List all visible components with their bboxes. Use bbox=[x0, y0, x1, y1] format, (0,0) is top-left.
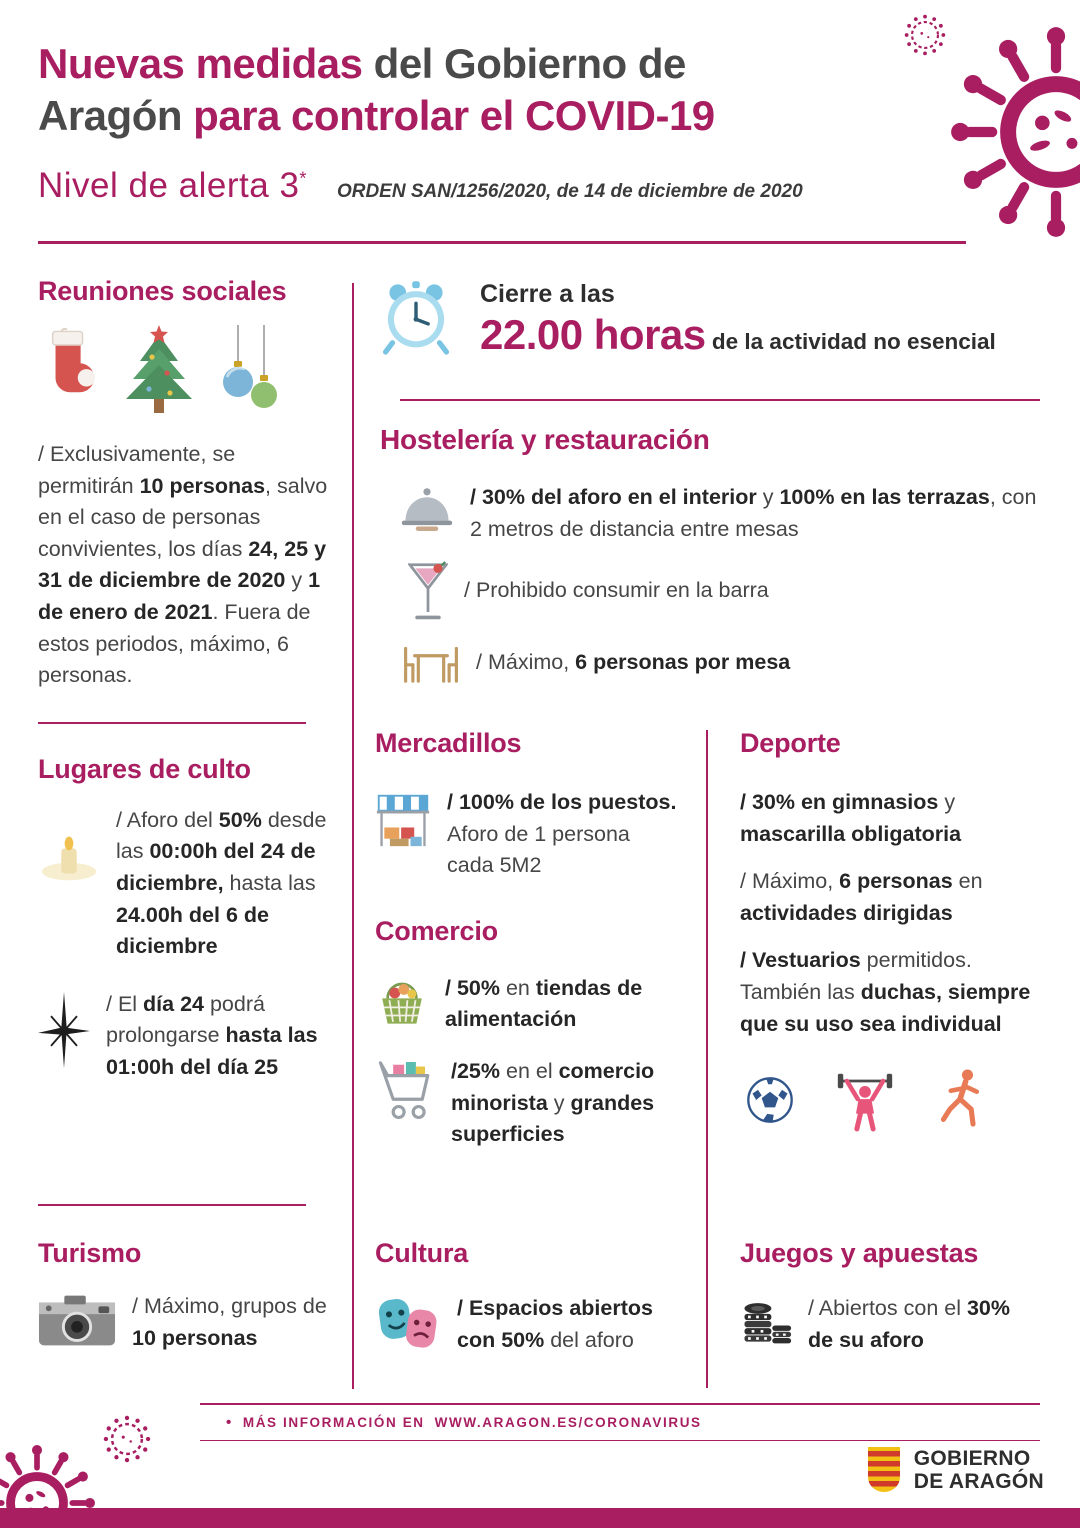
alarm-clock-icon bbox=[378, 278, 454, 356]
deporte-item: / Vestuarios permitidos. También las duchas, siempre que su uso sea individual bbox=[740, 948, 1031, 1036]
section-deporte bbox=[740, 728, 1040, 1134]
vertical-divider-left bbox=[352, 283, 354, 1389]
hosteleria-item: / Prohibido consumir en la barra bbox=[464, 578, 769, 603]
alert-level: Nivel de alerta 3* bbox=[38, 166, 307, 206]
section-title: Juegos y apuestas bbox=[740, 1238, 979, 1268]
bottom-color-bar bbox=[0, 1508, 1080, 1528]
hosteleria-item: / 30% del aforo en el interior y 100% en las terrazas, con 2 metros de distancia entre mesas bbox=[470, 485, 1037, 541]
header-divider bbox=[38, 241, 966, 244]
section-divider bbox=[38, 1204, 306, 1206]
candle-icon bbox=[38, 831, 100, 883]
title-line-2: Aragón para controlar el COVID-19 bbox=[38, 92, 715, 140]
section-juegos bbox=[740, 1238, 1040, 1376]
government-logo bbox=[866, 1445, 1044, 1495]
closing-time-banner bbox=[378, 278, 1040, 359]
section-title: Reuniones sociales bbox=[38, 276, 287, 306]
christmas-tree-icon bbox=[122, 323, 196, 417]
market-stall-icon bbox=[375, 787, 431, 853]
baubles-icon bbox=[220, 325, 282, 417]
closing-section-divider bbox=[400, 399, 1040, 401]
virus-dotted-icon bbox=[96, 1408, 158, 1470]
sports-icons-row bbox=[740, 1066, 1040, 1134]
footer-info-text: MÁS INFORMACIÓN EN bbox=[242, 1414, 425, 1430]
vertical-divider-right bbox=[706, 730, 708, 1388]
footer-info bbox=[200, 1403, 1040, 1441]
camera-icon bbox=[38, 1291, 116, 1349]
footer-url-link[interactable]: WWW.ARAGON.ES/CORONAVIRUS bbox=[434, 1414, 702, 1430]
virus-icon bbox=[942, 18, 1080, 246]
aragon-shield-icon bbox=[866, 1445, 902, 1495]
section-title: Mercadillos bbox=[375, 728, 522, 758]
footer-bullet: • bbox=[226, 1413, 233, 1431]
comercio-item: /25% en el comercio minorista y grandes superficies bbox=[451, 1058, 655, 1147]
title-line-1: Nuevas medidas del Gobierno de bbox=[38, 40, 686, 87]
theater-masks-icon bbox=[375, 1293, 441, 1357]
comercio-item: / 50% en tiendas de alimentación bbox=[445, 975, 643, 1032]
hosteleria-item: / Máximo, 6 personas por mesa bbox=[476, 650, 791, 675]
section-hosteleria bbox=[380, 424, 1040, 701]
section-title: Lugares de culto bbox=[38, 753, 251, 784]
star-sparkle-icon bbox=[38, 989, 90, 1073]
table-chairs-icon bbox=[402, 639, 460, 687]
serving-dish-icon bbox=[400, 482, 454, 534]
section-reuniones-sociales bbox=[38, 276, 336, 1104]
section-title: Deporte bbox=[740, 728, 841, 758]
header bbox=[38, 38, 918, 206]
section-title: Cultura bbox=[375, 1238, 469, 1268]
closing-time: 22.00 horas bbox=[480, 311, 706, 358]
culto-item: / El día 24 podrá prolongarse hasta las 01:00h del día 25 bbox=[106, 991, 318, 1079]
cultura-item: / Espacios abiertos con 50% del aforo bbox=[457, 1296, 653, 1352]
deporte-item: / 30% en gimnasios y mascarilla obligatoria bbox=[740, 790, 962, 846]
weightlifting-icon bbox=[836, 1066, 894, 1134]
section-cultura bbox=[375, 1238, 680, 1377]
order-reference: ORDEN SAN/1256/2020, de 14 de diciembre de 2020 bbox=[336, 181, 803, 203]
mercadillos-item: / 100% de los puestos. Aforo de 1 persona cada 5M2 bbox=[447, 790, 677, 878]
section-turismo bbox=[38, 1238, 338, 1374]
culto-item: / Aforo del 50% desde las 00:00h del 24 de diciembre, hasta las 24.00h del 6 de diciembre bbox=[116, 807, 327, 959]
closing-intro: Cierre a las bbox=[480, 280, 615, 308]
soccer-ball-icon bbox=[746, 1076, 794, 1124]
cocktail-icon bbox=[408, 559, 448, 625]
deporte-item: / Máximo, 6 personas en actividades dirigidas bbox=[740, 869, 983, 925]
government-name: GOBIERNO DE ARAGÓN bbox=[913, 1446, 1044, 1493]
runner-icon bbox=[936, 1066, 986, 1134]
middle-column bbox=[375, 728, 680, 1171]
juegos-item: / Abiertos con el 30% de su aforo bbox=[808, 1296, 1010, 1352]
section-title: Hostelería y restauración bbox=[380, 424, 710, 455]
christmas-icons-row bbox=[42, 323, 336, 417]
grocery-basket-icon bbox=[375, 973, 429, 1031]
shopping-cart-icon bbox=[375, 1056, 435, 1128]
reuniones-text: / Exclusivamente, se permitirán 10 personas, salvo en el caso de personas convivientes, los días 24, 25 y 31 de diciembre de 2020 y 1 de enero de 2021. Fuera de estos periodos, máximo, 6 personas. bbox=[38, 442, 328, 688]
stocking-icon bbox=[42, 327, 98, 417]
section-title: Comercio bbox=[375, 915, 498, 946]
alert-asterisk: * bbox=[299, 168, 307, 189]
section-title: Turismo bbox=[38, 1238, 142, 1268]
poker-chips-icon bbox=[740, 1293, 792, 1349]
footer-divider-bottom bbox=[200, 1440, 1040, 1442]
turismo-item: / Máximo, grupos de 10 personas bbox=[132, 1294, 327, 1350]
section-divider bbox=[38, 722, 306, 724]
closing-rest: de la actividad no esencial bbox=[705, 329, 996, 354]
page-title bbox=[38, 38, 918, 142]
